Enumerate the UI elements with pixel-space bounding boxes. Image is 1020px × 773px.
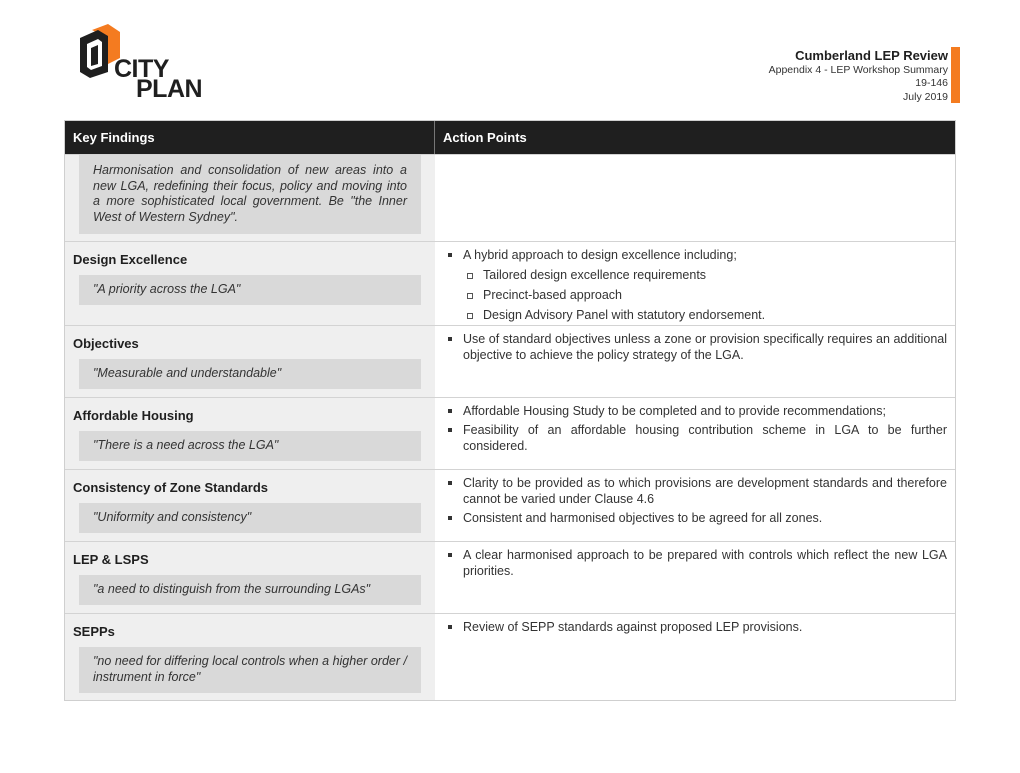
column-header-key-findings: Key Findings [65, 121, 435, 154]
finding-title: Affordable Housing [73, 408, 194, 423]
action-subpoint: Design Advisory Panel with statutory endorsement. [463, 307, 947, 323]
action-points-cell [435, 326, 955, 397]
action-point: Clarity to be provided as to which provisions are development standards and therefore cannot be varied under Clause 4.6 [443, 475, 947, 507]
finding-title: Objectives [73, 336, 139, 351]
finding-title: Consistency of Zone Standards [73, 480, 269, 495]
document-date: July 2019 [903, 90, 948, 103]
finding-title: LEP & LSPS [73, 552, 149, 567]
action-point: Feasibility of an affordable housing contribution scheme in LGA to be further considered. [443, 422, 947, 454]
action-subpoint: Precinct-based approach [463, 287, 947, 303]
table-row [65, 613, 955, 700]
action-point: Affordable Housing Study to be completed and to provide recommendations; [443, 403, 947, 419]
finding-quote: "no need for differing local controls when a higher order / instrument in force" [79, 647, 421, 693]
document-title: Cumberland LEP Review [795, 48, 948, 63]
table-header [65, 121, 955, 154]
header-accent-bar [951, 47, 960, 103]
action-subpoint: Tailored design excellence requirements [463, 267, 947, 283]
table-row [65, 241, 955, 325]
column-header-action-points: Action Points [443, 130, 527, 145]
table-row [65, 154, 955, 241]
action-point: A clear harmonised approach to be prepared with controls which reflect the new LGA priorities. [443, 547, 947, 579]
table-row [65, 469, 955, 541]
document-reference: 19-146 [915, 77, 948, 90]
action-points-cell [435, 542, 955, 613]
logo-word-city: CITY [114, 55, 169, 83]
action-points-cell [435, 398, 955, 469]
finding-title: Design Excellence [73, 252, 188, 267]
action-point: A hybrid approach to design excellence including; Tailored design excellence requirements Precinct-based approach Design Advisory Panel with statutory endorsement. [443, 247, 947, 323]
action-point: Consistent and harmonised objectives to be agreed for all zones. [443, 510, 947, 526]
action-point: Use of standard objectives unless a zone or provision specifically requires an additional objective to achieve the policy strategy of the LGA. [443, 331, 947, 363]
table-row [65, 325, 955, 397]
action-points-cell [435, 470, 955, 541]
document-header [769, 48, 948, 104]
finding-quote: "Measurable and understandable" [79, 359, 421, 389]
finding-quote: "a need to distinguish from the surrounding LGAs" [79, 575, 421, 605]
action-points-cell [435, 242, 955, 325]
action-point: Review of SEPP standards against proposed LEP provisions. [443, 619, 947, 635]
finding-quote: "Uniformity and consistency" [79, 503, 421, 533]
finding-quote: "A priority across the LGA" [79, 275, 421, 305]
action-points-cell [435, 614, 955, 700]
finding-quote: "There is a need across the LGA" [79, 431, 421, 461]
document-subtitle: Appendix 4 - LEP Workshop Summary [768, 64, 948, 77]
action-points-cell [435, 155, 955, 241]
finding-title: SEPPs [73, 624, 115, 639]
city-plan-logo [78, 22, 228, 104]
logo-word-plan: PLAN [136, 75, 203, 103]
finding-quote: Harmonisation and consolidation of new areas into a new LGA, redefining their focus, policy and moving into a more sophisticated local government. Be "the Inner West of Western Sydney". [79, 155, 421, 234]
findings-table [64, 120, 956, 701]
table-row [65, 397, 955, 469]
table-row [65, 541, 955, 613]
